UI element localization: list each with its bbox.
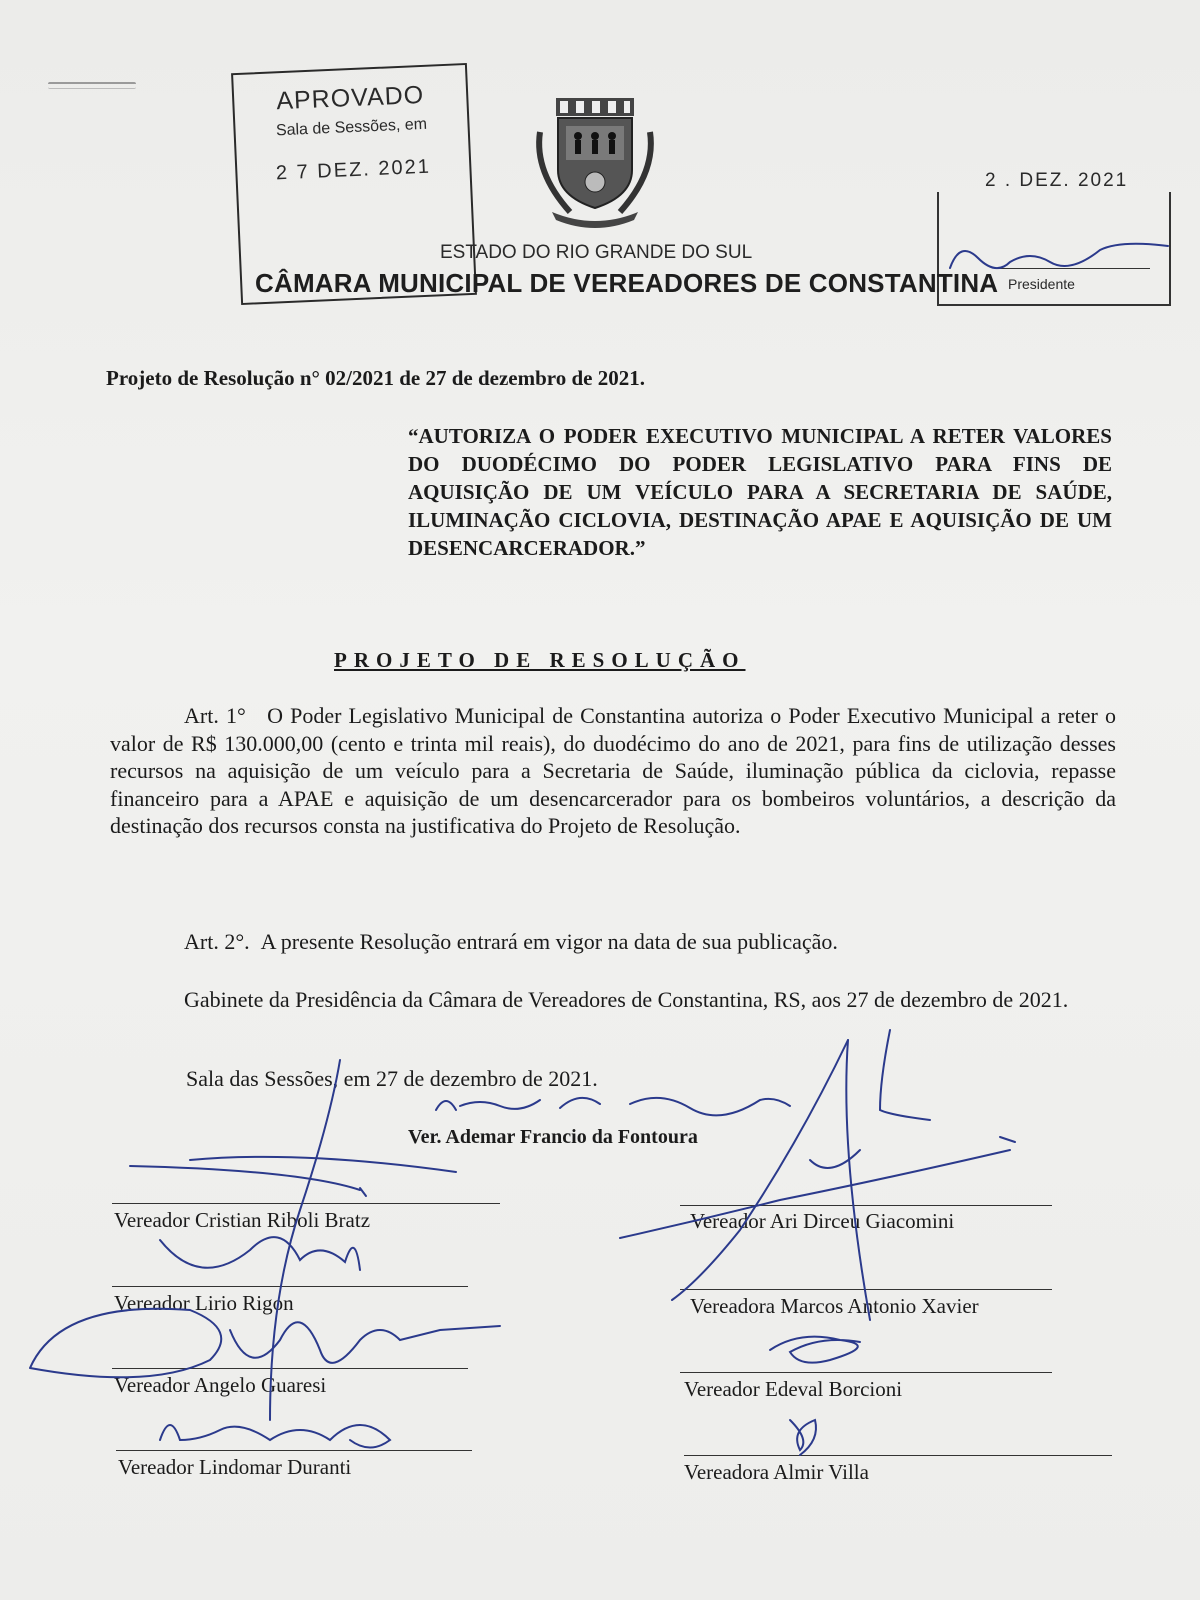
signatory-name: Vereador Lindomar Duranti	[118, 1455, 352, 1479]
signature-line	[116, 1450, 472, 1451]
document-title: Projeto de Resolução n° 02/2021 de 27 de dezembro de 2021.	[106, 366, 645, 390]
president-name: Ver. Ademar Francio da Fontoura	[408, 1126, 698, 1148]
president-signature-line	[1000, 268, 1150, 269]
signatory-name: Vereador Ari Dirceu Giacomini	[690, 1209, 955, 1233]
signatory-name: Vereador Cristian Riboli Bratz	[114, 1208, 371, 1232]
signatory-name: Vereadora Almir Villa	[684, 1460, 869, 1484]
article-1-text: O Poder Legislativo Municipal de Constantina autoriza o Poder Executivo Municipal a reter o valor de R$ 130.000,00 (cento e trinta mil reais), do duodécimo do ano de 2021, para fins de utilização desses recursos na aquisição de um veículo para a Secretaria de Saúde, iluminação pública da ciclovia, repasse financeiro para a APAE e aquisição de um desencarcerador para os bombeiros voluntários, a descrição da destinação dos recursos consta na justificativa do Projeto de Resolução.	[110, 703, 1116, 838]
signatory-name: Vereador Angelo Guaresi	[114, 1373, 327, 1397]
gabinete-text: Gabinete da Presidência da Câmara de Vereadores de Constantina, RS, aos 27 de dezembro de 2021.	[184, 987, 1069, 1012]
approved-stamp-title: APROVADO	[275, 80, 425, 116]
approved-stamp-subtitle: Sala de Sessões, em	[275, 115, 428, 140]
received-stamp-date: 2 . DEZ. 2021	[985, 170, 1129, 191]
signature-line	[680, 1205, 1052, 1206]
section-title: PROJETO DE RESOLUÇÃO	[334, 648, 746, 672]
staple-mark-icon	[48, 82, 136, 89]
article-2-text: A presente Resolução entrará em vigor na data de sua publicação.	[260, 929, 838, 954]
signatory-name: Vereador Edeval Borcioni	[684, 1377, 903, 1401]
approved-stamp-date: 2 7 DEZ. 2021	[275, 155, 432, 185]
article-2	[110, 928, 1116, 956]
institution-heading: CÂMARA MUNICIPAL DE VEREADORES DE CONSTANTINA	[255, 268, 999, 298]
signature-line	[680, 1289, 1052, 1290]
signatory-name: Vereador Lirio Rigon	[114, 1291, 294, 1315]
article-1	[110, 702, 1116, 840]
signatory-name: Vereadora Marcos Antonio Xavier	[690, 1294, 979, 1318]
signature-line	[112, 1286, 468, 1287]
president-label: Presidente	[1008, 276, 1075, 292]
session-date: Sala das Sessões, em 27 de dezembro de 2021.	[186, 1066, 598, 1091]
document-ementa: “AUTORIZA O PODER EXECUTIVO MUNICIPAL A RETER VALORES DO DUODÉCIMO DO PODER LEGISLATIVO PARA FINS DE AQUISIÇÃO DE UM VEÍCULO PARA A SECRETARIA DE SAÚDE, ILUMINAÇÃO CICLOVIA, DESTINAÇÃO APAE E AQUISIÇÃO DE UM DESENCARCERADOR.”	[408, 424, 1112, 560]
gabinete-paragraph	[110, 986, 1116, 1014]
signature-line	[112, 1203, 500, 1204]
article-1-label: Art. 1°	[184, 703, 246, 728]
signature-line	[684, 1455, 1112, 1456]
state-heading: ESTADO DO RIO GRANDE DO SUL	[440, 242, 753, 263]
signature-line	[680, 1372, 1052, 1373]
signature-line	[112, 1368, 468, 1369]
article-2-label: Art. 2°.	[184, 929, 250, 954]
municipal-coat-of-arms-icon	[530, 92, 660, 232]
